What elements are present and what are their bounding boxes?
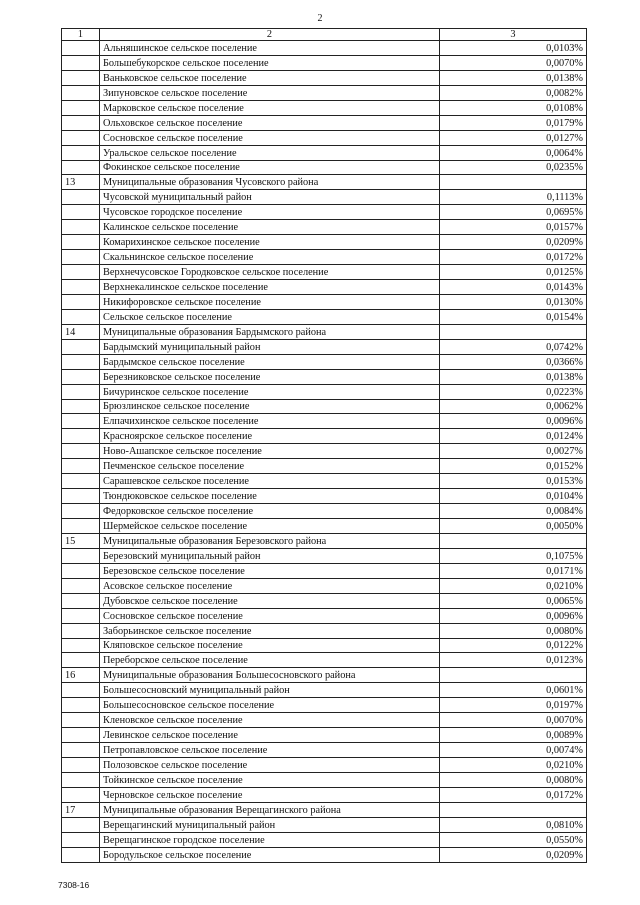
table-row — [62, 250, 587, 265]
municipality-name-cell: Сельское сельское поселение — [100, 309, 440, 324]
table-row — [62, 399, 587, 414]
share-value-cell: 0,0027% — [440, 444, 587, 459]
row-number-cell — [62, 817, 100, 832]
row-number-cell — [62, 85, 100, 100]
row-number-cell — [62, 489, 100, 504]
row-number-cell — [62, 100, 100, 115]
municipality-name-cell: Березовское сельское поселение — [100, 563, 440, 578]
row-number-cell — [62, 339, 100, 354]
share-value-cell: 0,0172% — [440, 250, 587, 265]
row-number-cell — [62, 265, 100, 280]
table-row — [62, 578, 587, 593]
municipality-name-cell: Зипуновское сельское поселение — [100, 85, 440, 100]
municipality-name-cell: Федорковское сельское поселение — [100, 504, 440, 519]
municipality-name-cell: Бичуринское сельское поселение — [100, 384, 440, 399]
row-number-cell — [62, 70, 100, 85]
share-value-cell: 0,0810% — [440, 817, 587, 832]
row-number-cell — [62, 832, 100, 847]
row-number-cell — [62, 623, 100, 638]
share-value-cell: 0,0154% — [440, 309, 587, 324]
municipality-name-cell: Марковское сельское поселение — [100, 100, 440, 115]
table-row — [62, 384, 587, 399]
page-number: 2 — [317, 13, 323, 24]
municipality-name-cell: Асовское сельское поселение — [100, 578, 440, 593]
row-number-cell: 17 — [62, 802, 100, 817]
table-row — [62, 220, 587, 235]
share-value-cell: 0,0050% — [440, 519, 587, 534]
table-row — [62, 175, 587, 190]
share-value-cell — [440, 175, 587, 190]
share-value-cell: 0,0080% — [440, 772, 587, 787]
share-value-cell: 0,0157% — [440, 220, 587, 235]
row-number-cell: 16 — [62, 668, 100, 683]
share-value-cell: 0,0171% — [440, 563, 587, 578]
municipality-name-cell: Заборьинское сельское поселение — [100, 623, 440, 638]
municipality-name-cell: Чусовское городское поселение — [100, 205, 440, 220]
row-number-cell — [62, 713, 100, 728]
municipality-name-cell: Верхнекалинское сельское поселение — [100, 280, 440, 295]
table-row — [62, 145, 587, 160]
table-row — [62, 414, 587, 429]
municipality-name-cell: Никифоровское сельское поселение — [100, 294, 440, 309]
municipality-name-cell: Березовский муниципальный район — [100, 548, 440, 563]
share-value-cell: 0,0152% — [440, 459, 587, 474]
distribution-table — [61, 28, 587, 863]
table-row — [62, 743, 587, 758]
table-row — [62, 683, 587, 698]
row-number-cell — [62, 160, 100, 175]
row-number-cell — [62, 474, 100, 489]
share-value-cell — [440, 668, 587, 683]
table-row — [62, 235, 587, 250]
table-row — [62, 489, 587, 504]
share-value-cell: 0,0223% — [440, 384, 587, 399]
row-number-cell — [62, 847, 100, 862]
share-value-cell: 0,0108% — [440, 100, 587, 115]
share-value-cell: 0,0153% — [440, 474, 587, 489]
share-value-cell: 0,1075% — [440, 548, 587, 563]
municipality-name-cell: Красноярское сельское поселение — [100, 429, 440, 444]
share-value-cell: 0,0138% — [440, 70, 587, 85]
municipality-name-cell: Ольховское сельское поселение — [100, 115, 440, 130]
municipality-name-cell: Чусовской муниципальный район — [100, 190, 440, 205]
row-number-cell — [62, 294, 100, 309]
share-value-cell: 0,0601% — [440, 683, 587, 698]
header-col-2: 2 — [100, 29, 440, 41]
table-row — [62, 339, 587, 354]
share-value-cell — [440, 802, 587, 817]
table-row — [62, 728, 587, 743]
table-row — [62, 787, 587, 802]
table-row — [62, 623, 587, 638]
municipality-name-cell: Переборское сельское поселение — [100, 653, 440, 668]
table-row — [62, 638, 587, 653]
share-value-cell: 0,0096% — [440, 414, 587, 429]
municipality-name-cell: Бородульское сельское поселение — [100, 847, 440, 862]
share-value-cell: 0,0062% — [440, 399, 587, 414]
row-number-cell — [62, 787, 100, 802]
municipality-name-cell: Дубовское сельское поселение — [100, 593, 440, 608]
table-row — [62, 369, 587, 384]
table-row — [62, 563, 587, 578]
row-number-cell — [62, 548, 100, 563]
row-number-cell — [62, 130, 100, 145]
municipality-name-cell: Большесосновский муниципальный район — [100, 683, 440, 698]
share-value-cell: 0,0197% — [440, 698, 587, 713]
share-value-cell: 0,0065% — [440, 593, 587, 608]
municipality-name-cell: Полозовское сельское поселение — [100, 758, 440, 773]
row-number-cell — [62, 384, 100, 399]
table-row — [62, 474, 587, 489]
row-number-cell — [62, 55, 100, 70]
table-row — [62, 280, 587, 295]
share-value-cell: 0,0695% — [440, 205, 587, 220]
municipality-name-cell: Большесосновское сельское поселение — [100, 698, 440, 713]
row-number-cell — [62, 220, 100, 235]
share-value-cell — [440, 324, 587, 339]
municipality-name-cell: Брюзлинское сельское поселение — [100, 399, 440, 414]
municipality-name-cell: Левинское сельское поселение — [100, 728, 440, 743]
row-number-cell — [62, 653, 100, 668]
share-value-cell: 0,0179% — [440, 115, 587, 130]
municipality-name-cell: Тюндюковское сельское поселение — [100, 489, 440, 504]
table-row — [62, 817, 587, 832]
table-row — [62, 832, 587, 847]
share-value-cell: 0,0122% — [440, 638, 587, 653]
share-value-cell: 0,0084% — [440, 504, 587, 519]
share-value-cell: 0,0124% — [440, 429, 587, 444]
share-value-cell: 0,0096% — [440, 608, 587, 623]
share-value-cell: 0,0138% — [440, 369, 587, 384]
municipality-name-cell: Скальнинское сельское поселение — [100, 250, 440, 265]
row-number-cell — [62, 115, 100, 130]
row-number-cell — [62, 414, 100, 429]
share-value-cell: 0,0209% — [440, 235, 587, 250]
row-number-cell — [62, 563, 100, 578]
table-row — [62, 309, 587, 324]
table-row — [62, 593, 587, 608]
row-number-cell — [62, 519, 100, 534]
table-row — [62, 758, 587, 773]
table-row — [62, 70, 587, 85]
municipality-name-cell: Муниципальные образования Березовского района — [100, 533, 440, 548]
table-row — [62, 354, 587, 369]
municipality-name-cell: Верещагинское городское поселение — [100, 832, 440, 847]
share-value-cell: 0,0082% — [440, 85, 587, 100]
municipality-name-cell: Сосновское сельское поселение — [100, 130, 440, 145]
row-number-cell — [62, 772, 100, 787]
row-number-cell — [62, 309, 100, 324]
table-row — [62, 519, 587, 534]
municipality-name-cell: Печменское сельское поселение — [100, 459, 440, 474]
share-value-cell: 0,0123% — [440, 653, 587, 668]
table-row — [62, 653, 587, 668]
row-number-cell — [62, 205, 100, 220]
municipality-name-cell: Альняшинское сельское поселение — [100, 41, 440, 56]
municipality-name-cell: Черновское сельское поселение — [100, 787, 440, 802]
table-row — [62, 100, 587, 115]
row-number-cell — [62, 728, 100, 743]
municipality-name-cell: Калинское сельское поселение — [100, 220, 440, 235]
row-number-cell — [62, 369, 100, 384]
table-row — [62, 190, 587, 205]
municipality-name-cell: Комарихинское сельское поселение — [100, 235, 440, 250]
share-value-cell: 0,0074% — [440, 743, 587, 758]
share-value-cell: 0,0080% — [440, 623, 587, 638]
table-row — [62, 668, 587, 683]
municipality-name-cell: Ваньковское сельское поселение — [100, 70, 440, 85]
municipality-name-cell: Сарашевское сельское поселение — [100, 474, 440, 489]
header-col-3: 3 — [440, 29, 587, 41]
row-number-cell: 14 — [62, 324, 100, 339]
table-row — [62, 205, 587, 220]
municipality-name-cell: Фокинское сельское поселение — [100, 160, 440, 175]
share-value-cell: 0,0130% — [440, 294, 587, 309]
document-code: 7308-16 — [58, 880, 90, 890]
row-number-cell — [62, 698, 100, 713]
share-value-cell: 0,0366% — [440, 354, 587, 369]
municipality-name-cell: Муниципальные образования Чусовского района — [100, 175, 440, 190]
municipality-name-cell: Петропавловское сельское поселение — [100, 743, 440, 758]
table-row — [62, 802, 587, 817]
table-row — [62, 533, 587, 548]
row-number-cell — [62, 399, 100, 414]
row-number-cell — [62, 608, 100, 623]
table-row — [62, 160, 587, 175]
share-value-cell: 0,0070% — [440, 713, 587, 728]
row-number-cell — [62, 429, 100, 444]
share-value-cell: 0,0742% — [440, 339, 587, 354]
table-row — [62, 265, 587, 280]
table-row — [62, 115, 587, 130]
municipality-name-cell: Ново-Ашапское сельское поселение — [100, 444, 440, 459]
municipality-name-cell: Муниципальные образования Большесосновского района — [100, 668, 440, 683]
share-value-cell: 0,0127% — [440, 130, 587, 145]
row-number-cell — [62, 504, 100, 519]
row-number-cell — [62, 578, 100, 593]
table-row — [62, 444, 587, 459]
municipality-name-cell: Верещагинский муниципальный район — [100, 817, 440, 832]
municipality-name-cell: Муниципальные образования Верещагинского района — [100, 802, 440, 817]
share-value-cell: 0,0209% — [440, 847, 587, 862]
table-row — [62, 55, 587, 70]
municipality-name-cell: Шермейское сельское поселение — [100, 519, 440, 534]
share-value-cell: 0,0104% — [440, 489, 587, 504]
table-row — [62, 698, 587, 713]
row-number-cell — [62, 41, 100, 56]
row-number-cell: 13 — [62, 175, 100, 190]
row-number-cell — [62, 638, 100, 653]
row-number-cell — [62, 250, 100, 265]
share-value-cell: 0,0172% — [440, 787, 587, 802]
municipality-name-cell: Сосновское сельское поселение — [100, 608, 440, 623]
share-value-cell: 0,0125% — [440, 265, 587, 280]
row-number-cell — [62, 459, 100, 474]
municipality-name-cell: Кляповское сельское поселение — [100, 638, 440, 653]
share-value-cell: 0,0064% — [440, 145, 587, 160]
municipality-name-cell: Муниципальные образования Бардымского района — [100, 324, 440, 339]
table-row — [62, 548, 587, 563]
municipality-name-cell: Березниковское сельское поселение — [100, 369, 440, 384]
table-body — [62, 41, 587, 863]
share-value-cell: 0,0143% — [440, 280, 587, 295]
share-value-cell: 0,0210% — [440, 578, 587, 593]
row-number-cell — [62, 235, 100, 250]
table-row — [62, 608, 587, 623]
row-number-cell — [62, 280, 100, 295]
municipality-name-cell: Уральское сельское поселение — [100, 145, 440, 160]
table-row — [62, 85, 587, 100]
row-number-cell: 15 — [62, 533, 100, 548]
table-row — [62, 459, 587, 474]
table-row — [62, 130, 587, 145]
table-row — [62, 504, 587, 519]
row-number-cell — [62, 758, 100, 773]
row-number-cell — [62, 743, 100, 758]
municipality-name-cell: Елпачихинское сельское поселение — [100, 414, 440, 429]
header-col-1: 1 — [62, 29, 100, 41]
row-number-cell — [62, 683, 100, 698]
row-number-cell — [62, 593, 100, 608]
share-value-cell: 0,0089% — [440, 728, 587, 743]
table-row — [62, 294, 587, 309]
share-value-cell: 0,0550% — [440, 832, 587, 847]
row-number-cell — [62, 190, 100, 205]
share-value-cell: 0,0210% — [440, 758, 587, 773]
row-number-cell — [62, 354, 100, 369]
municipality-name-cell: Бардымский муниципальный район — [100, 339, 440, 354]
table-row — [62, 713, 587, 728]
table-row — [62, 324, 587, 339]
row-number-cell — [62, 145, 100, 160]
table-row — [62, 847, 587, 862]
row-number-cell — [62, 444, 100, 459]
table-row — [62, 41, 587, 56]
municipality-name-cell: Большебукорское сельское поселение — [100, 55, 440, 70]
municipality-name-cell: Кленовское сельское поселение — [100, 713, 440, 728]
municipality-name-cell: Бардымское сельское поселение — [100, 354, 440, 369]
share-value-cell: 0,0070% — [440, 55, 587, 70]
table-row — [62, 772, 587, 787]
share-value-cell: 0,0235% — [440, 160, 587, 175]
table-row — [62, 429, 587, 444]
share-value-cell: 0,0103% — [440, 41, 587, 56]
share-value-cell: 0,1113% — [440, 190, 587, 205]
share-value-cell — [440, 533, 587, 548]
table-header-row — [62, 29, 587, 41]
municipality-name-cell: Верхнечусовское Городковское сельское поселение — [100, 265, 440, 280]
municipality-name-cell: Тойкинское сельское поселение — [100, 772, 440, 787]
